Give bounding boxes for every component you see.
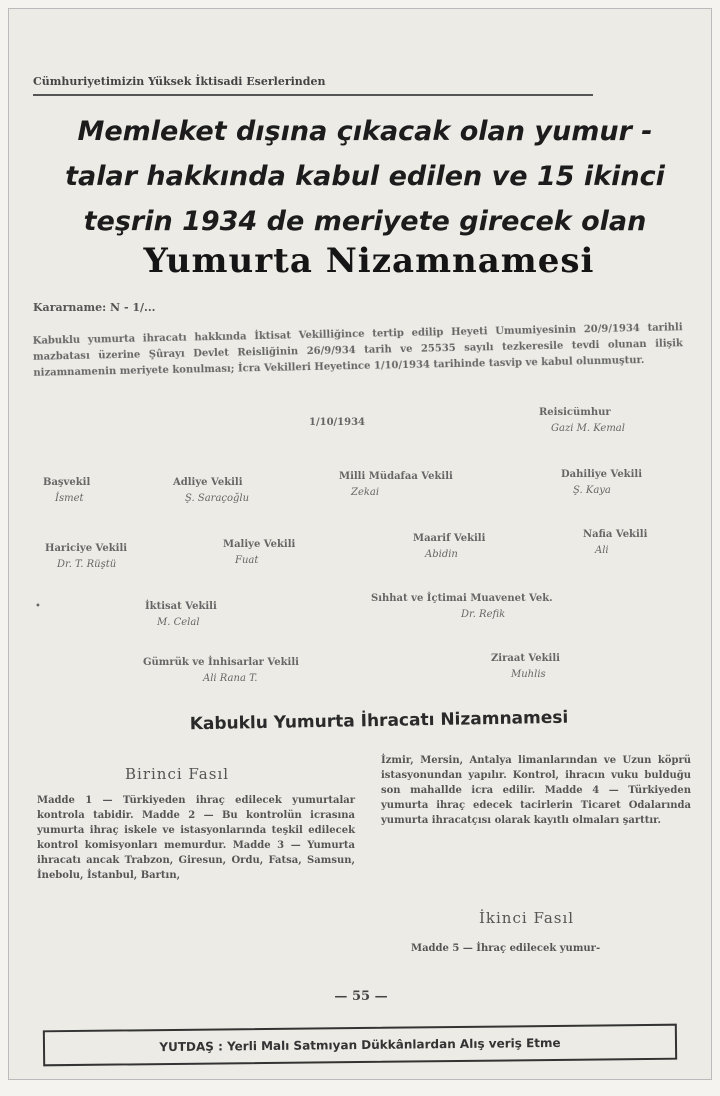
signature-name: M. Celal	[157, 617, 200, 628]
signature-title: Adliye Vekili	[173, 477, 243, 488]
signature-name: Fuat	[235, 555, 259, 566]
header-line: Cümhuriyetimizin Yüksek İktisadi Eserlerinden	[33, 75, 593, 96]
left-column-text: Madde 1 — Türkiyeden ihraç edilecek yumurtalar kontrola tabidir. Madde 2 — Bu kontrolün icrasına yumurta ihraç iskele ve istasyonlarında teşkil edilecek kontrol komisyonları memurdur. Madde 3 — Yumurta ihracatı ancak Trabzon, Giresun, Ordu, Fatsa, Samsun, İnebolu, İstanbul, Bartın,	[37, 795, 355, 881]
signature-ziraat	[491, 651, 560, 683]
right-column-end: Madde 5 — İhraç edilecek yumur-	[411, 943, 601, 954]
section-heading-2: İkinci Fasıl	[479, 909, 575, 927]
signature-title: Başvekil	[43, 477, 91, 488]
signature-nafia	[583, 527, 647, 559]
signature-title: İktisat Vekili	[145, 601, 217, 612]
signature-name: Ş. Kaya	[573, 485, 611, 496]
signature-title: Milli Müdafaa Vekili	[339, 471, 453, 482]
headline	[35, 109, 695, 244]
signature-title: Gümrük ve İnhisarlar Vekili	[143, 657, 299, 668]
signature-name: İsmet	[55, 493, 84, 504]
kararname-label: Kararname: N - 1/...	[33, 301, 156, 314]
signature-hariciye	[45, 541, 127, 573]
signature-title: Ziraat Vekili	[491, 653, 560, 664]
headline-line-3: teşrin 1934 de meriyete girecek olan	[83, 206, 647, 237]
signature-title: Maliye Vekili	[223, 539, 296, 550]
signature-basvekil	[43, 475, 90, 507]
document-page	[8, 8, 712, 1080]
regulation-subtitle: Kabuklu Yumurta İhracatı Nizamnamesi	[189, 707, 569, 735]
signature-name: Dr. Refik	[461, 609, 506, 620]
signature-dahiliye	[561, 467, 642, 499]
headline-line-2: talar hakkında kabul edilen ve 15 ikinci	[65, 161, 665, 192]
signature-title: Nafia Vekili	[583, 529, 648, 540]
margin-mark: •	[35, 601, 41, 612]
signature-title: Dahiliye Vekili	[561, 469, 643, 480]
signature-milli-mudafaa	[339, 469, 453, 501]
right-column-text: İzmir, Mersin, Antalya limanlarından ve Uzun köprü istasyonundan yapılır. Kontrol, ihracın vuku bulduğu son mahallde icra edilir. Madde 4 — Türkiyeden yumurta ihraç edecek tacirlerin Ticaret Odalarında yumurta ihracatçısı olarak kayıtlı olmaları şarttır.	[381, 755, 691, 826]
signature-name: Gazi M. Kemal	[551, 423, 625, 434]
signature-title: Maarif Vekili	[413, 533, 486, 544]
section-heading-1: Birinci Fasıl	[125, 765, 230, 783]
signature-name: Ali Rana T.	[203, 673, 258, 684]
signature-iktisat	[145, 599, 217, 631]
main-title: Yumurta Nizamnamesi	[143, 241, 595, 281]
signature-title: Hariciye Vekili	[45, 543, 128, 554]
headline-line-1: Memleket dışına çıkacak olan yumur -	[77, 116, 653, 147]
signature-title: Reisicümhur	[539, 407, 611, 418]
signature-title: Sıhhat ve İçtimai Muavenet Vek.	[371, 593, 553, 604]
intro-paragraph: Kabuklu yumurta ihracatı hakkında İktisat Vekilliğince tertip edilip Heyeti Umumiyesinin 20/9/1934 tarihli mazbatası üzerine Şûrayı Devlet Reisliğinin 26/9/934 tarih ve 25535 sayılı tezkeresile tevdi olunan ilişik nizamnamenin meriyete konulması; İcra Vekilleri Heyetince 1/10/1934 tarihinde tasvip ve kabul olunmuştur.	[32, 322, 684, 379]
footer-banner: YUTDAŞ : Yerli Malı Satmıyan Dükkânlardan Alış veriş Etme	[43, 1024, 677, 1067]
signature-name: Muhlis	[511, 669, 546, 680]
signature-president	[539, 405, 625, 437]
signature-adliye	[173, 475, 249, 507]
signature-name: Ş. Saraçoğlu	[185, 493, 250, 504]
signature-name: Abidin	[425, 549, 458, 560]
signature-name: Dr. T. Rüştü	[57, 559, 117, 570]
decree-date: 1/10/1934	[309, 417, 366, 428]
page-number: — 55 —	[334, 989, 388, 1004]
signature-maliye	[223, 537, 295, 569]
signature-sihhat	[371, 591, 553, 623]
signature-name: Zekai	[351, 487, 380, 498]
signature-maarif	[413, 531, 485, 563]
signature-gumruk	[143, 655, 299, 687]
signature-name: Ali	[595, 545, 609, 556]
